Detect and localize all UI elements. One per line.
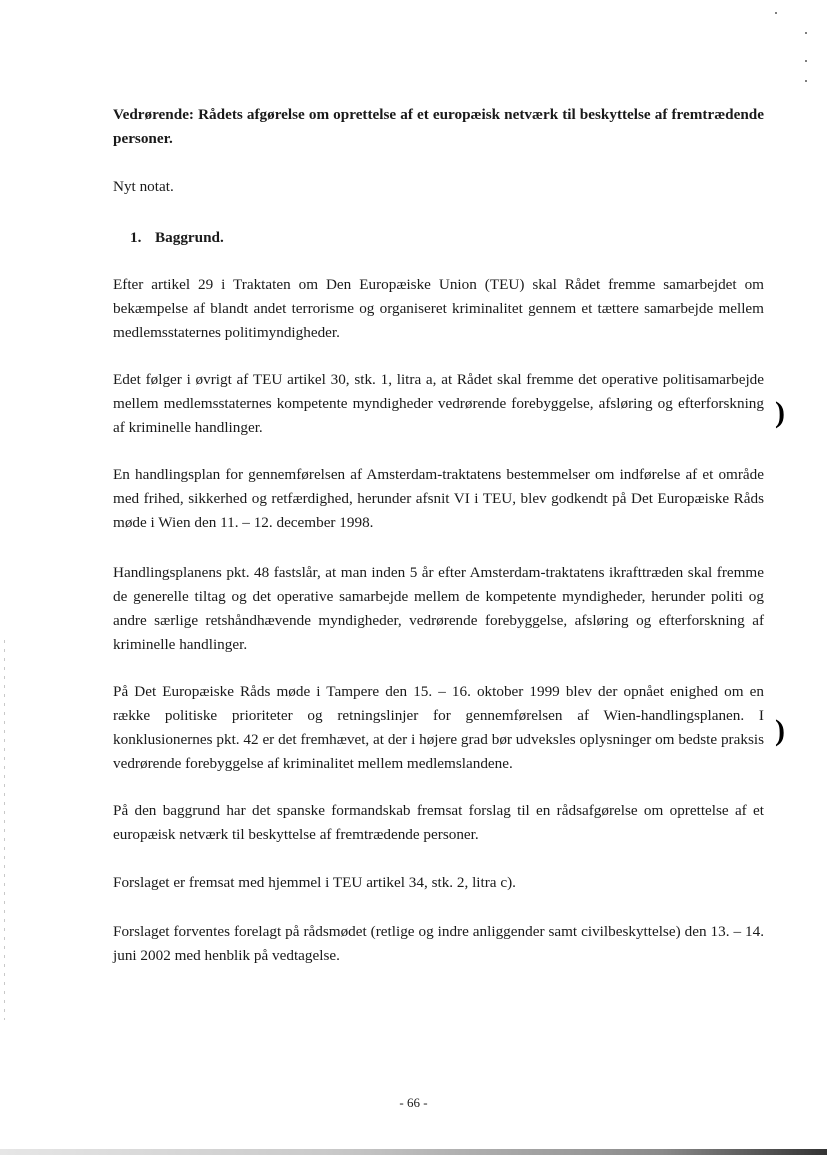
scan-speck (805, 32, 807, 34)
scan-bottom-edge (0, 1149, 827, 1155)
scan-speck (775, 12, 777, 14)
paragraph: Forslaget er fremsat med hjemmel i TEU artikel 34, stk. 2, litra c). (113, 874, 516, 891)
margin-bracket-mark: ) (775, 714, 785, 747)
paragraph: Edet følger i øvrigt af TEU artikel 30, stk. 1, litra a, at Rådet skal fremme det operative politisamarbejde mellem medlemsstaternes kompetente myndigheder vedrørende forebyggelse, afsløring og efterforskning af kriminelle handlinger. (113, 371, 764, 436)
document-title: Vedrørende: Rådets afgørelse om oprettelse af et europæisk netværk til beskyttelse af fremtrædende personer. (113, 106, 764, 147)
section-label: Baggrund. (155, 229, 224, 246)
section-heading (130, 226, 781, 250)
scan-speck (805, 60, 807, 62)
document-subtitle: Nyt notat. (113, 178, 174, 195)
scan-left-edge (4, 640, 5, 1020)
paragraph: På Det Europæiske Råds møde i Tampere den 15. – 16. oktober 1999 blev der opnået enighed om en række politiske prioriteter og retningslinjer for gennemførelsen af Wien-handlingsplanen. I konklusionernes pkt. 42 er det fremhævet, at der i højere grad bør udveksles oplysninger om bedste praksis vedrørende forebyggelse af kriminalitet mellem medlemslandene. (113, 683, 764, 772)
margin-bracket-mark: ) (775, 396, 785, 429)
paragraph: Efter artikel 29 i Traktaten om Den Europæiske Union (TEU) skal Rådet fremme samarbejdet om bekæmpelse af blandt andet terrorisme og organiseret kriminalitet gennem et tættere samarbejde mellem medlemsstaternes politimyndigheder. (113, 276, 764, 341)
paragraph: På den baggrund har det spanske formandskab fremsat forslag til en rådsafgørelse om oprettelse af et europæisk netværk til beskyttelse af fremtrædende personer. (113, 802, 764, 843)
scan-speck (805, 80, 807, 82)
paragraph: En handlingsplan for gennemførelsen af Amsterdam-traktatens bestemmelser om indførelse af et område med frihed, sikkerhed og retfærdighed, herunder afsnit VI i TEU, blev godkendt på Det Europæiske Råds møde i Wien den 11. – 12. december 1998. (113, 466, 764, 531)
section-number: 1. (130, 229, 142, 246)
paragraph: Handlingsplanens pkt. 48 fastslår, at man inden 5 år efter Amsterdam-traktatens ikrafttræden skal fremme de generelle tiltag og det operative samarbejde mellem de kompetente myndigheder, herunder politi og andre særlige retshåndhævende myndigheder, vedrørende forebyggelse, afsløring og efterforskning af kriminelle handlinger. (113, 564, 764, 653)
page-number: - 66 - (399, 1095, 428, 1110)
paragraph: Forslaget forventes forelagt på rådsmødet (retlige og indre anliggender samt civilbeskyttelse) den 13. – 14. juni 2002 med henblik på vedtagelse. (113, 923, 764, 964)
